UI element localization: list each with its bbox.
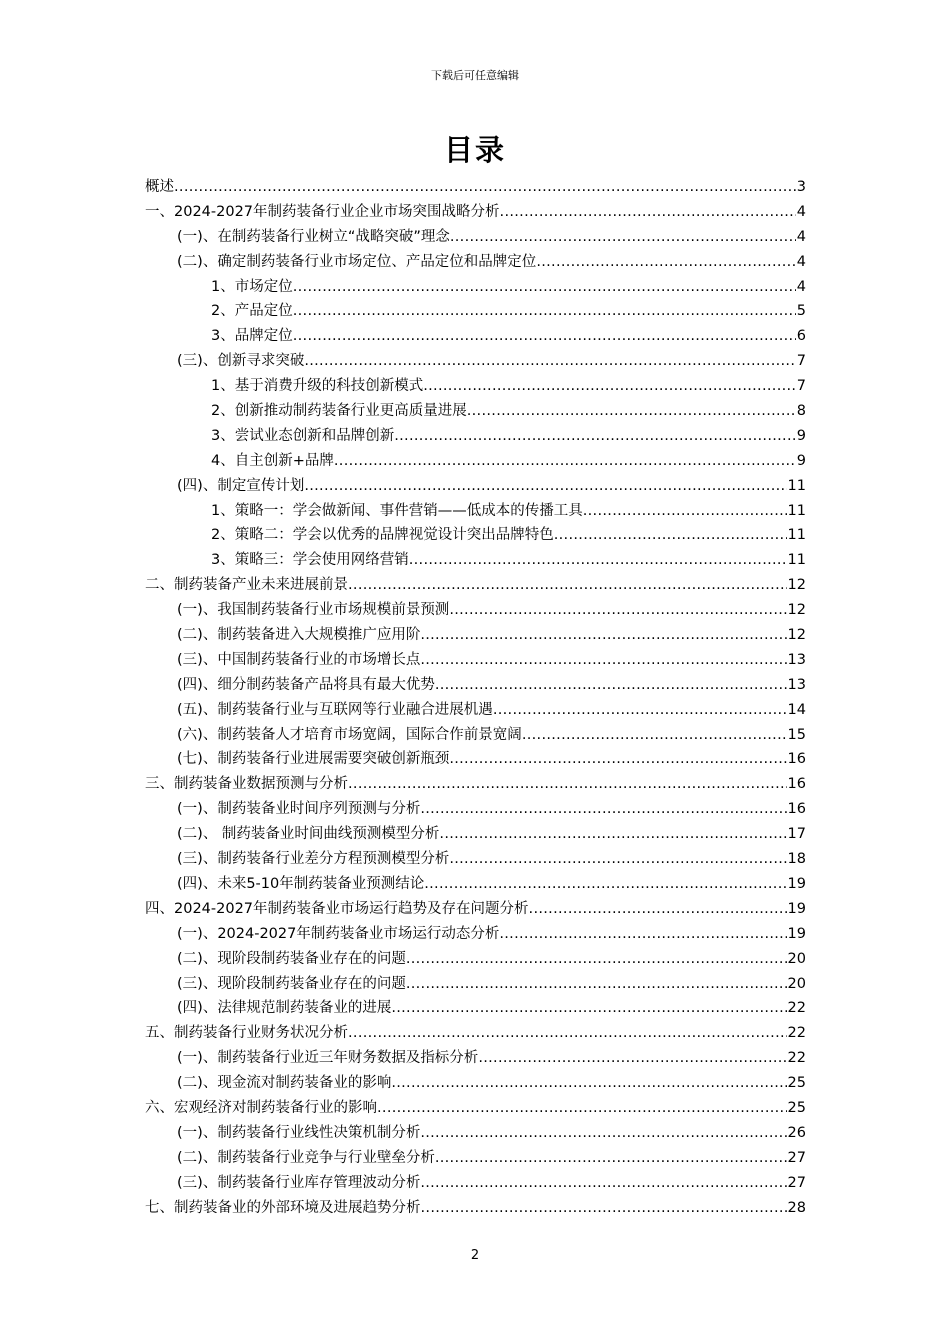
toc-entry[interactable] [145, 947, 806, 972]
toc-dot-leader [449, 847, 786, 872]
toc-dot-leader [450, 225, 796, 250]
page-title: 目录 [443, 133, 506, 167]
toc-dot-leader [391, 996, 786, 1021]
toc-dot-leader [348, 1021, 787, 1046]
toc-entry-label: 二、制药装备产业未来进展前景 [145, 577, 348, 594]
toc-entry-label: (一)、在制药装备行业树立“战略突破”理念 [177, 228, 450, 245]
toc-entry[interactable] [145, 499, 806, 524]
toc-entry-label: (一)、2024-2027年制药装备业市场运行动态分析 [177, 925, 500, 942]
toc-entry-label: 六、宏观经济对制药装备行业的影响 [145, 1099, 377, 1116]
toc-entry-label: (二)、确定制药装备行业市场定位、产品定位和品牌定位 [177, 253, 537, 270]
toc-entry-page: 19 [787, 900, 806, 917]
toc-entry[interactable] [145, 449, 806, 474]
toc-entry-page: 7 [796, 378, 806, 395]
toc-entry-label: 四、2024-2027年制药装备业市场运行趋势及存在问题分析 [145, 900, 529, 917]
toc-entry[interactable] [145, 1121, 806, 1146]
toc-dot-leader [424, 872, 786, 897]
toc-entry-label: 1、策略一：学会做新闻、事件营销——低成本的传播工具 [211, 502, 583, 519]
toc-entry-label: 概述 [145, 179, 174, 195]
toc-entry[interactable] [145, 1046, 806, 1071]
toc-entry[interactable] [145, 723, 806, 748]
toc-entry-label: (三)、现阶段制药装备业存在的问题 [177, 975, 406, 992]
toc-dot-leader [435, 1146, 787, 1171]
toc-entry-label: 三、制药装备业数据预测与分析 [145, 776, 348, 793]
toc-entry[interactable] [145, 847, 806, 872]
toc-entry-label: (四)、细分制药装备产品将具有最大优势 [177, 676, 435, 693]
toc-entry[interactable] [145, 772, 806, 797]
toc-entry-label: (三)、创新寻求突破 [177, 353, 305, 370]
toc-entry-page: 12 [787, 577, 806, 594]
toc-entry[interactable] [145, 1146, 806, 1171]
toc-dot-leader [467, 399, 796, 424]
toc-entry-page: 22 [787, 1000, 806, 1017]
toc-dot-leader [522, 723, 787, 748]
toc-dot-leader [174, 175, 796, 200]
toc-entry[interactable] [145, 996, 806, 1021]
toc-entry[interactable] [145, 374, 806, 399]
toc-entry-label: (二)、制药装备行业竞争与行业壁垒分析 [177, 1149, 435, 1166]
toc-entry[interactable] [145, 922, 806, 947]
toc-entry[interactable] [145, 897, 806, 922]
toc-entry-page: 4 [796, 253, 806, 270]
toc-entry-label: 2、创新推动制药装备行业更高质量进展 [211, 403, 467, 420]
toc-entry-page: 13 [787, 651, 806, 668]
toc-entry-label: 3、品牌定位 [211, 328, 293, 345]
toc-entry[interactable] [145, 250, 806, 275]
toc-entry[interactable] [145, 822, 806, 847]
toc-entry-label: 1、市场定位 [211, 278, 293, 295]
toc-entry-label: (三)、制药装备行业差分方程预测模型分析 [177, 851, 450, 868]
toc-entry-page: 3 [796, 179, 806, 195]
toc-entry-label: 3、尝试业态创新和品牌创新 [211, 427, 395, 444]
toc-dot-leader [420, 1121, 786, 1146]
toc-entry-page: 28 [787, 1199, 806, 1216]
toc-entry-page: 27 [787, 1174, 806, 1191]
toc-entry-page: 9 [796, 452, 806, 469]
toc-entry[interactable] [145, 673, 806, 698]
toc-entry-page: 16 [787, 801, 806, 818]
toc-entry-page: 16 [787, 776, 806, 793]
toc-dot-leader [423, 374, 796, 399]
toc-entry[interactable] [145, 972, 806, 997]
toc-entry[interactable] [145, 324, 806, 349]
toc-dot-leader [421, 1196, 787, 1221]
toc-entry-page: 11 [787, 527, 806, 544]
toc-entry[interactable] [145, 747, 806, 772]
toc-entry-label: (七)、制药装备行业进展需要突破创新瓶颈 [177, 751, 450, 768]
toc-entry-page: 16 [787, 751, 806, 768]
toc-entry-label: (二)、现金流对制药装备业的影响 [177, 1075, 392, 1092]
toc-entry-page: 19 [787, 925, 806, 942]
toc-entry-label: (一)、制药装备行业线性决策机制分析 [177, 1124, 421, 1141]
toc-dot-leader [420, 797, 786, 822]
toc-entry-page: 26 [787, 1124, 806, 1141]
toc-entry-page: 27 [787, 1149, 806, 1166]
toc-dot-leader [449, 747, 786, 772]
toc-entry-label: (二)、制药装备进入大规模推广应用阶 [177, 627, 421, 644]
toc-entry[interactable] [145, 275, 806, 300]
toc-entry[interactable] [145, 573, 806, 598]
toc-dot-leader [348, 573, 787, 598]
toc-dot-leader [554, 523, 787, 548]
toc-entry-label: (一)、制药装备行业近三年财务数据及指标分析 [177, 1050, 479, 1067]
toc-entry[interactable] [145, 175, 806, 200]
toc-entry[interactable] [145, 474, 806, 499]
toc-dot-leader [500, 200, 796, 225]
toc-dot-leader [348, 772, 787, 797]
toc-entry-label: (四)、法律规范制药装备业的进展 [177, 1000, 392, 1017]
toc-entry-page: 14 [787, 701, 806, 718]
toc-entry-label: (二)、 制药装备业时间曲线预测模型分析 [177, 826, 440, 843]
toc-entry[interactable] [145, 1196, 806, 1221]
toc-entry-page: 22 [787, 1025, 806, 1042]
toc-entry-label: (三)、中国制药装备行业的市场增长点 [177, 651, 421, 668]
toc-dot-leader [293, 324, 796, 349]
toc-entry-label: (一)、我国制药装备行业市场规模前景预测 [177, 602, 450, 619]
toc-entry-page: 4 [796, 203, 806, 220]
toc-entry-label: 五、制药装备行业财务状况分析 [145, 1025, 348, 1042]
toc-entry[interactable] [145, 399, 806, 424]
table-of-contents [145, 175, 806, 1220]
toc-entry-page: 17 [787, 826, 806, 843]
toc-entry-page: 13 [787, 676, 806, 693]
toc-entry-label: (六)、制药装备人才培育市场宽阔，国际合作前景宽阔 [177, 726, 522, 743]
header-note: 下载后可任意编辑 [431, 69, 519, 82]
toc-dot-leader [478, 1046, 786, 1071]
toc-entry-page: 12 [787, 627, 806, 644]
toc-entry[interactable] [145, 299, 806, 324]
toc-entry-page: 4 [796, 278, 806, 295]
toc-entry-page: 8 [796, 403, 806, 420]
toc-entry-page: 7 [796, 353, 806, 370]
toc-entry[interactable] [145, 872, 806, 897]
toc-entry[interactable] [145, 1021, 806, 1046]
toc-dot-leader [439, 822, 786, 847]
toc-entry-page: 22 [787, 1050, 806, 1067]
toc-dot-leader [493, 698, 787, 723]
toc-entry[interactable] [145, 797, 806, 822]
toc-entry[interactable] [145, 1096, 806, 1121]
toc-dot-leader [304, 474, 786, 499]
toc-entry-page: 20 [787, 950, 806, 967]
toc-entry-page: 18 [787, 851, 806, 868]
toc-entry-label: 2、产品定位 [211, 303, 293, 320]
toc-dot-leader [420, 1171, 786, 1196]
toc-entry-page: 25 [787, 1099, 806, 1116]
toc-entry[interactable] [145, 648, 806, 673]
toc-entry-label: 一、2024-2027年制药装备行业企业市场突围战略分析 [145, 203, 500, 220]
toc-entry-page: 11 [787, 502, 806, 519]
toc-dot-leader [409, 548, 787, 573]
toc-dot-leader [391, 1071, 786, 1096]
toc-dot-leader [394, 424, 796, 449]
toc-dot-leader [420, 623, 786, 648]
toc-entry-page: 11 [787, 552, 806, 569]
toc-entry-page: 20 [787, 975, 806, 992]
toc-entry[interactable] [145, 598, 806, 623]
toc-dot-leader [293, 275, 796, 300]
page-number: 2 [470, 1248, 480, 1263]
toc-dot-leader [406, 947, 787, 972]
toc-dot-leader [406, 972, 787, 997]
toc-entry-label: 1、基于消费升级的科技创新模式 [211, 378, 424, 395]
toc-dot-leader [583, 499, 787, 524]
toc-entry-page: 6 [796, 328, 806, 345]
toc-entry-label: (一)、制药装备业时间序列预测与分析 [177, 801, 421, 818]
toc-entry-label: 3、策略三：学会使用网络营销 [211, 552, 409, 569]
toc-entry-page: 11 [787, 477, 806, 494]
toc-entry-label: (五)、制药装备行业与互联网等行业融合进展机遇 [177, 701, 493, 718]
toc-dot-leader [293, 299, 796, 324]
toc-entry-page: 4 [796, 228, 806, 245]
toc-dot-leader [435, 673, 787, 698]
toc-entry-label: (四)、未来5-10年制药装备业预测结论 [177, 875, 425, 892]
toc-entry-page: 9 [796, 427, 806, 444]
toc-entry[interactable] [145, 1071, 806, 1096]
toc-entry-label: (三)、制药装备行业库存管理波动分析 [177, 1174, 421, 1191]
toc-entry[interactable] [145, 548, 806, 573]
toc-dot-leader [529, 897, 787, 922]
toc-entry[interactable] [145, 225, 806, 250]
toc-dot-leader [536, 250, 795, 275]
toc-dot-leader [420, 648, 786, 673]
toc-entry-label: 七、制药装备业的外部环境及进展趋势分析 [145, 1199, 421, 1216]
toc-entry-label: (四)、制定宣传计划 [177, 477, 305, 494]
toc-entry-label: 2、策略二：学会以优秀的品牌视觉设计突出品牌特色 [211, 527, 554, 544]
toc-entry[interactable] [145, 523, 806, 548]
toc-dot-leader [377, 1096, 787, 1121]
toc-entry[interactable] [145, 623, 806, 648]
toc-entry[interactable] [145, 1171, 806, 1196]
toc-entry-label: 4、自主创新+品牌 [211, 452, 334, 469]
toc-dot-leader [334, 449, 796, 474]
toc-entry[interactable] [145, 424, 806, 449]
toc-entry[interactable] [145, 349, 806, 374]
toc-dot-leader [304, 349, 795, 374]
toc-entry-label: (二)、现阶段制药装备业存在的问题 [177, 950, 406, 967]
toc-dot-leader [499, 922, 786, 947]
toc-entry-page: 15 [787, 726, 806, 743]
toc-entry[interactable] [145, 698, 806, 723]
toc-entry-page: 19 [787, 875, 806, 892]
toc-entry-page: 5 [796, 303, 806, 320]
toc-entry-page: 12 [787, 602, 806, 619]
toc-entry[interactable] [145, 200, 806, 225]
toc-entry-page: 25 [787, 1075, 806, 1092]
toc-dot-leader [449, 598, 786, 623]
